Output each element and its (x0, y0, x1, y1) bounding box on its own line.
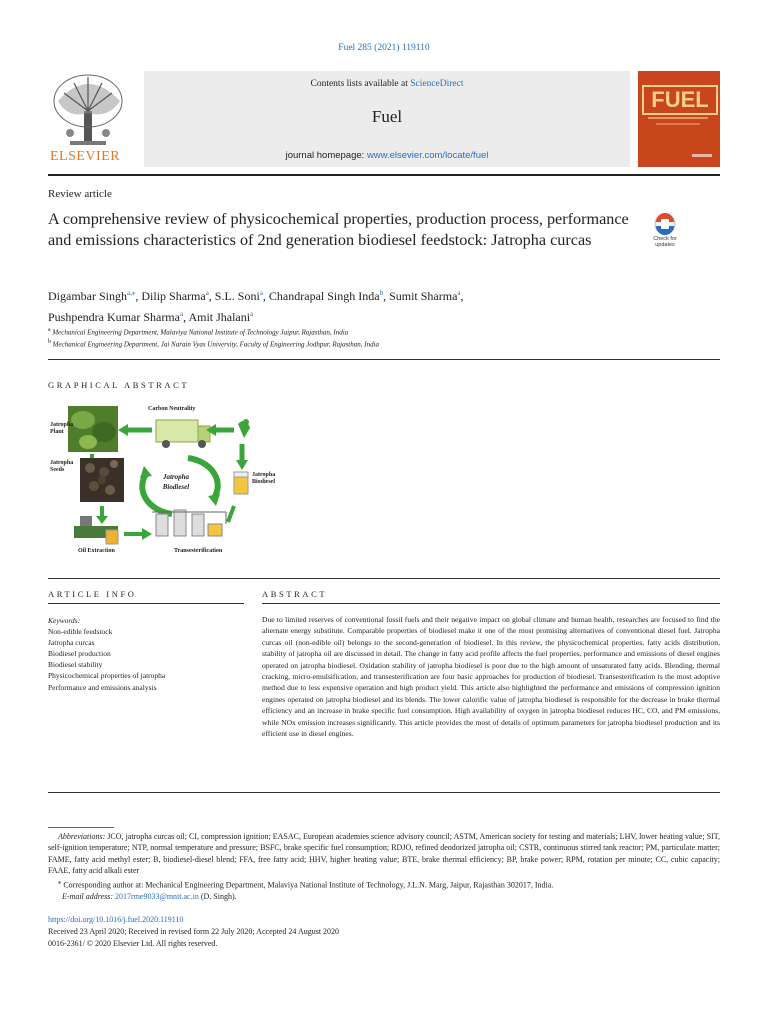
author[interactable]: Amit Jhalani$^a$ (188, 310, 254, 324)
author[interactable]: Pushpendra Kumar Sharma$^a$ (48, 310, 184, 324)
article-info-heading: ARTICLE INFO (48, 589, 137, 599)
header-rule (48, 174, 720, 176)
keyword: Biodiesel production (48, 649, 111, 659)
email-line: E-mail address: 2017rme9033@mnit.ac.in (D. Singh). (62, 891, 237, 901)
crossmark-badge[interactable] (645, 212, 685, 252)
journal-homepage: journal homepage: www.elsevier.com/locate/fuel (285, 150, 489, 161)
corresponding-author: ⁎ Corresponding author at: Mechanical Engineering Department, Malaviya National Institute of Technology, J.L.N. Marg, Jaipur, Rajasthan 302017, India. (58, 878, 554, 890)
section-rule (48, 359, 720, 360)
article-type: Review article (48, 188, 112, 200)
crossmark-icon (645, 212, 685, 236)
abstract-rule (262, 603, 720, 604)
author[interactable]: S.L. Soni$^a$ (214, 289, 263, 303)
email-link[interactable]: 2017rme9033@mnit.ac.in (115, 891, 199, 901)
elsevier-tree-icon (48, 71, 130, 151)
graphical-abstract-heading: GRAPHICAL ABSTRACT (48, 380, 190, 390)
affiliations (48, 325, 379, 350)
homepage-link[interactable]: www.elsevier.com/locate/fuel (366, 150, 489, 161)
abstract-heading: ABSTRACT (262, 589, 328, 599)
cover-title: FUEL (642, 85, 718, 115)
elsevier-wordmark: ELSEVIER (50, 149, 121, 164)
article-footer (48, 914, 339, 950)
copyright: 0016-2361/ © 2020 Elsevier Ltd. All rights reserved. (48, 939, 218, 948)
affiliation: $^a$ Mechanical Engineering Department, Malaviya National Institute of Technology Jaipur, Rajasthan, India (48, 327, 349, 337)
affiliation: $^b$ Mechanical Engineering Department, Jai Narain Vyas University, Faculty of Engineering Jodhpur, Rajasthan, India (48, 339, 380, 349)
label-transesterification: Transesterification (174, 548, 223, 554)
author[interactable]: Dilip Sharma$^a$ (141, 289, 209, 303)
section-rule (48, 792, 720, 793)
article-info-rule (48, 603, 244, 604)
elsevier-logo[interactable] (48, 71, 130, 167)
journal-info-box (144, 71, 630, 167)
label-carbon-neutrality: Carbon Neutrality (148, 406, 196, 412)
contents-line: Contents lists available at ScienceDirect (310, 79, 464, 89)
section-rule (48, 578, 720, 579)
journal-name: Fuel (371, 107, 403, 126)
footnotes (48, 831, 720, 902)
keyword: Jatropha curcas (48, 638, 95, 648)
journal-cover[interactable] (638, 71, 720, 167)
sciencedirect-link[interactable]: ScienceDirect (410, 79, 464, 89)
keyword: Biodiesel stability (48, 660, 103, 670)
journal-banner (48, 71, 720, 167)
label-jatropha-seeds: Jatropha Seeds (50, 460, 74, 473)
keyword: Non-edible feedstock (48, 627, 113, 637)
label-center-biodiesel: Jatropha Biodiesel (162, 473, 190, 491)
abstract-text: Due to limited reserves of conventional fossil fuels and their negative impact on global climate and human health, researches are focused to find the alternate energy substitute. Comparable properties of biodiesel make it one of the most promising alternatives of conventional diesel fuel. Jatropha curcas oil (non-edible oil) belongs to the second-generation of biodiesel. In this review, the physicochemical properties, fatty acids distribution, stability of jatropha oil are discussed in detail. The change in fatty acid profile affects the fuel properties, performance and emissions of diesel engines operated on jatropha biodiesel. Oxidation stability of jatropha biodiesel is poor due to the high amount of unsaturated fatty acids. Blending, thermal cracking, micro-emulsification, and transesterification are four basic approaches for production of biodiesel. Transesterification is the most adoptive method due to less expensive operation and high product yield. This article also highlighted the performance and emissions of compression ignition engines operated on jatropha biodiesel and its blends. The lower calorific value of jatropha biodiesel is responsible for the decrease in brake thermal efficiency and an increase in brake specific fuel consumption. High availability of oxygen in jatropha biodiesel reduces HC, CO, and PM emissions, while NOx emission increases significantly. This article provides the most of details of optimum parameters for jatropha biodiesel production and its efficient use in diesel engines. (262, 615, 720, 739)
footnote-rule (48, 827, 114, 828)
keyword: Physicochemical properties of jatropha (48, 671, 166, 681)
article-title: A comprehensive review of physicochemical properties, production process, performance and emissions characteristics of 2nd generation biodiesel feedstock: Jatropha curcas (48, 210, 629, 249)
label-oil-extraction: Oil Extraction (78, 548, 115, 554)
keywords-list (48, 615, 165, 693)
author[interactable]: Digambar Singh$^{a,⁎}$ (48, 289, 136, 303)
crossmark-label: Check for updates (653, 236, 677, 248)
abbreviations: Abbreviations: JCO, jatropha curcas oil; CI, compression ignition; EASAC, European academies science advisory council; ASTM, American society for testing and materials; LHV, lower heating value; SIT, self-ignition temperature; NTP, normal temperature and pressure; BSFC, brake specific fuel consumption; RDJO, refined deodorized jatropha oil; CSTR, continuous stirred tank reactor; PM, particulate matter; FAME, fatty acid methyl ester; B, biodiesel-diesel blend; FFA, free fatty acid; HHV, higher heating value; BTE, brake thermal efficiency; BP, brake power; RPM, rotation per minute; CC, cubic capacity; FAAE, fatty acid alkali ester (48, 832, 720, 876)
keywords-heading: Keywords: (48, 616, 81, 625)
author-list: Digambar Singh$^{a,⁎}$, Dilip Sharma$^a$, S.L. Soni$^a$, Chandrapal Singh Inda$^b$, Sumit Sharma$^a$, Pushpendra Kumar Sharma$^a$, Amit Jhalani$^a$ (48, 289, 464, 324)
journal-citation[interactable]: Fuel 285 (2021) 119110 (338, 43, 430, 53)
author[interactable]: Chandrapal Singh Inda$^b$ (268, 289, 384, 303)
received-dates: Received 23 April 2020; Received in revised form 22 July 2020; Accepted 24 August 2020 (48, 927, 340, 936)
label-jatropha-plant: Jatropha Plant (50, 422, 74, 435)
author[interactable]: Sumit Sharma$^a$ (389, 289, 461, 303)
doi-link[interactable]: https://doi.org/10.1016/j.fuel.2020.119110 (48, 915, 184, 924)
label-jatropha-biodiesel: Jatropha Biodiesel (252, 472, 276, 485)
graphical-abstract-figure[interactable] (48, 402, 293, 562)
keyword: Performance and emissions analysis (48, 682, 157, 692)
